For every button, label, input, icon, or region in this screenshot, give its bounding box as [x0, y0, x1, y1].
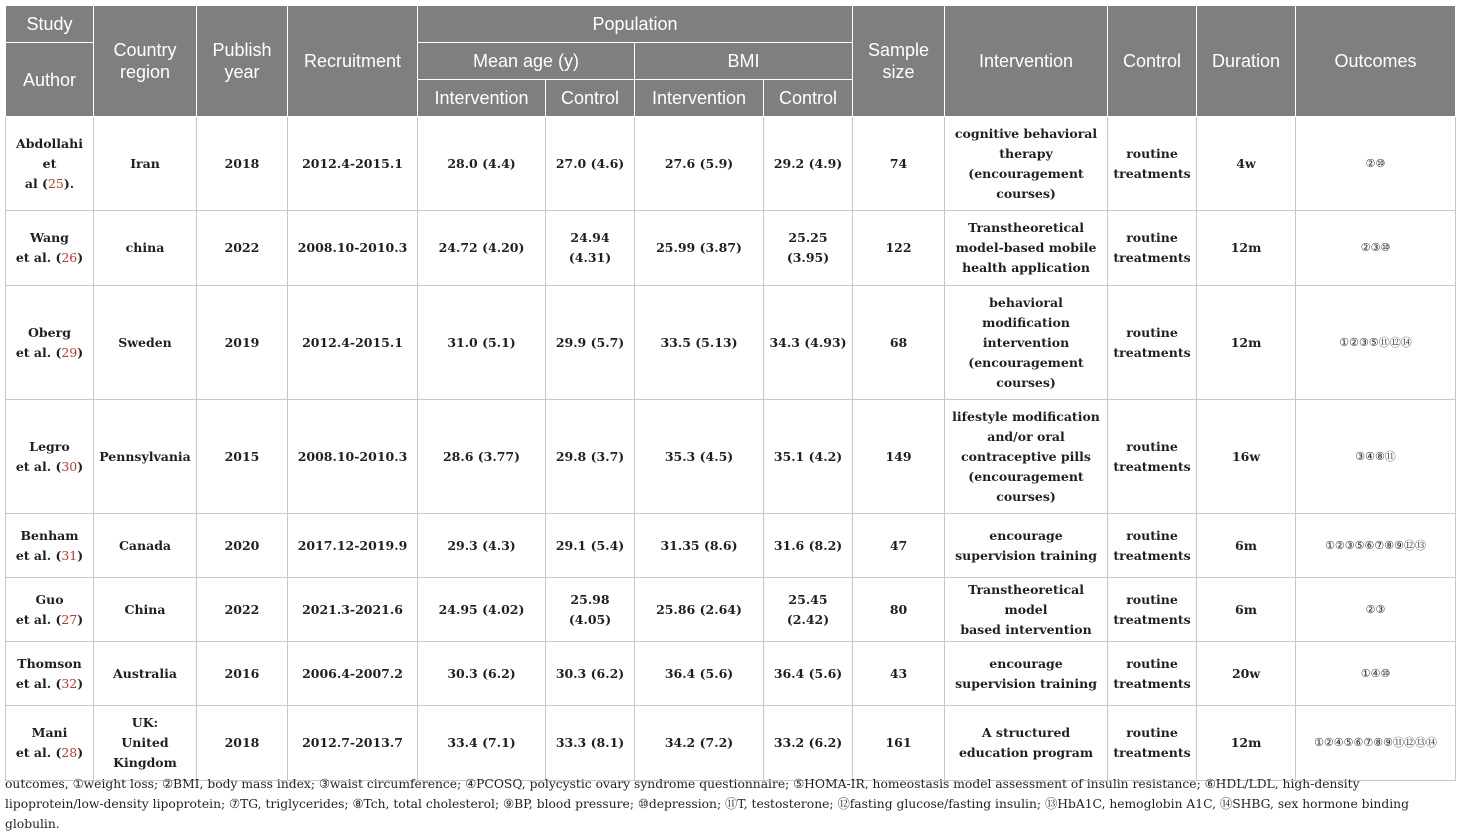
outcomes-cell: ③④⑧⑪	[1296, 400, 1456, 514]
mean-age-intervention-cell: 30.3 (6.2)	[418, 642, 546, 706]
recruitment-cell: 2017.12-2019.9	[288, 514, 418, 578]
header-mean-age: Mean age (y)	[418, 43, 635, 80]
intervention-cell: Transtheoretical model based intervention	[945, 578, 1108, 642]
author-suffix: )	[77, 675, 84, 691]
sample-size-cell: 74	[853, 117, 945, 211]
outcomes-cell: ②⑩	[1296, 117, 1456, 211]
outcomes-cell: ①④⑩	[1296, 642, 1456, 706]
table-header	[6, 6, 1456, 117]
duration-cell: 6m	[1197, 514, 1296, 578]
bmi-control-cell: 34.3 (4.93)	[764, 286, 853, 400]
header-recruitment: Recruitment	[288, 6, 418, 117]
reference-link[interactable]: 26	[61, 250, 78, 265]
control-cell: routine treatments	[1108, 706, 1197, 781]
duration-cell: 12m	[1197, 211, 1296, 286]
author-cell	[6, 286, 94, 400]
reference-link[interactable]: 25	[47, 175, 64, 191]
author-cell	[6, 578, 94, 642]
author-suffix: )	[77, 547, 84, 563]
sample-size-cell: 47	[853, 514, 945, 578]
bmi-control-cell: 25.25 (3.95)	[764, 211, 853, 286]
duration-cell: 6m	[1197, 578, 1296, 642]
mean-age-intervention-cell: 29.3 (4.3)	[418, 514, 546, 578]
author-name: Oberg et al. (	[15, 324, 71, 360]
publish-year-cell: 2018	[197, 706, 288, 781]
duration-cell: 12m	[1197, 286, 1296, 400]
table-row	[6, 211, 1456, 286]
reference-link[interactable]: 27	[61, 611, 78, 627]
reference-link[interactable]: 29	[61, 344, 78, 360]
table-row	[6, 642, 1456, 706]
publish-year-cell: 2019	[197, 286, 288, 400]
author-name: Abdollahi et al (	[16, 135, 83, 191]
country-cell: Canada	[94, 514, 197, 578]
mean-age-control-cell: 29.1 (5.4)	[546, 514, 635, 578]
bmi-control-cell: 25.45 (2.42)	[764, 578, 853, 642]
country-cell: China	[94, 578, 197, 642]
intervention-cell: encourage supervision training	[945, 642, 1108, 706]
control-cell: routine treatments	[1108, 286, 1197, 400]
table-body	[6, 117, 1456, 781]
header-control: Control	[1108, 6, 1197, 117]
author-suffix: )	[77, 611, 84, 627]
bmi-intervention-cell: 25.86 (2.64)	[635, 578, 764, 642]
country-cell: Pennsylvania	[94, 400, 197, 514]
recruitment-cell: 2008.10-2010.3	[288, 400, 418, 514]
mean-age-control-cell: 29.8 (3.7)	[546, 400, 635, 514]
intervention-cell: behavioral modification intervention (encouragement courses)	[945, 286, 1108, 400]
author-suffix: )	[77, 344, 84, 360]
sample-size-cell: 43	[853, 642, 945, 706]
bmi-intervention-cell: 25.99 (3.87)	[635, 211, 764, 286]
sample-size-cell: 161	[853, 706, 945, 781]
author-cell	[6, 514, 94, 578]
publish-year-cell: 2016	[197, 642, 288, 706]
author-suffix: )	[77, 458, 84, 474]
mean-age-control-cell: 27.0 (4.6)	[546, 117, 635, 211]
publish-year-cell: 2020	[197, 514, 288, 578]
recruitment-cell: 2008.10-2010.3	[288, 211, 418, 286]
author-cell	[6, 117, 94, 211]
header-intervention: Intervention	[945, 6, 1108, 117]
author-suffix: )	[77, 250, 84, 265]
bmi-control-cell: 31.6 (8.2)	[764, 514, 853, 578]
intervention-cell: A structured education program	[945, 706, 1108, 781]
mean-age-control-cell: 24.94 (4.31)	[546, 211, 635, 286]
sample-size-cell: 68	[853, 286, 945, 400]
reference-link[interactable]: 30	[61, 458, 78, 474]
control-cell: routine treatments	[1108, 211, 1197, 286]
mean-age-intervention-cell: 24.72 (4.20)	[418, 211, 546, 286]
country-cell: Iran	[94, 117, 197, 211]
header-sample-size: Sample size	[853, 6, 945, 117]
sample-size-cell: 122	[853, 211, 945, 286]
recruitment-cell: 2012.4-2015.1	[288, 117, 418, 211]
recruitment-cell: 2012.7-2013.7	[288, 706, 418, 781]
intervention-cell: Transtheoretical model-based mobile health application	[945, 211, 1108, 286]
bmi-intervention-cell: 34.2 (7.2)	[635, 706, 764, 781]
mean-age-intervention-cell: 28.0 (4.4)	[418, 117, 546, 211]
outcomes-cell: ②③⑩	[1296, 211, 1456, 286]
duration-cell: 12m	[1197, 706, 1296, 781]
header-population: Population	[418, 6, 853, 43]
author-cell	[6, 211, 94, 286]
author-cell	[6, 642, 94, 706]
duration-cell: 4w	[1197, 117, 1296, 211]
reference-link[interactable]: 28	[61, 745, 78, 760]
bmi-intervention-cell: 36.4 (5.6)	[635, 642, 764, 706]
recruitment-cell: 2021.3-2021.6	[288, 578, 418, 642]
header-study: Study	[6, 6, 94, 43]
country-cell: china	[94, 211, 197, 286]
publish-year-cell: 2022	[197, 578, 288, 642]
author-name: Mani et al. (	[15, 725, 68, 760]
author-name: Wang et al. (	[15, 230, 69, 265]
header-bmi-intervention: Intervention	[635, 80, 764, 117]
bmi-intervention-cell: 27.6 (5.9)	[635, 117, 764, 211]
control-cell: routine treatments	[1108, 578, 1197, 642]
mean-age-intervention-cell: 28.6 (3.77)	[418, 400, 546, 514]
country-cell: Australia	[94, 642, 197, 706]
outcomes-cell: ①②③⑤⑥⑦⑧⑨⑫⑬	[1296, 514, 1456, 578]
author-cell	[6, 400, 94, 514]
table-row	[6, 514, 1456, 578]
mean-age-intervention-cell: 33.4 (7.1)	[418, 706, 546, 781]
duration-cell: 20w	[1197, 642, 1296, 706]
table-row	[6, 706, 1456, 781]
header-publish-year: Publish year	[197, 6, 288, 117]
study-characteristics-table	[5, 5, 1456, 781]
author-suffix: ).	[63, 175, 75, 191]
recruitment-cell: 2006.4-2007.2	[288, 642, 418, 706]
intervention-cell: lifestyle modification and/or oral contraceptive pills (encouragement courses)	[945, 400, 1108, 514]
header-author: Author	[6, 43, 94, 117]
header-country: Country region	[94, 6, 197, 117]
header-duration: Duration	[1197, 6, 1296, 117]
mean-age-control-cell: 33.3 (8.1)	[546, 706, 635, 781]
outcomes-cell: ①②③⑤⑪⑫⑭	[1296, 286, 1456, 400]
publish-year-cell: 2015	[197, 400, 288, 514]
country-cell: Sweden	[94, 286, 197, 400]
mean-age-control-cell: 29.9 (5.7)	[546, 286, 635, 400]
bmi-intervention-cell: 35.3 (4.5)	[635, 400, 764, 514]
table-row	[6, 286, 1456, 400]
country-cell: UK: United Kingdom	[94, 706, 197, 781]
table-row	[6, 400, 1456, 514]
control-cell: routine treatments	[1108, 514, 1197, 578]
author-suffix: )	[77, 745, 84, 760]
bmi-intervention-cell: 31.35 (8.6)	[635, 514, 764, 578]
intervention-cell: encourage supervision training	[945, 514, 1108, 578]
header-age-intervention: Intervention	[418, 80, 546, 117]
outcomes-cell: ①②④⑤⑥⑦⑧⑨⑪⑫⑬⑭	[1296, 706, 1456, 781]
mean-age-intervention-cell: 31.0 (5.1)	[418, 286, 546, 400]
bmi-control-cell: 35.1 (4.2)	[764, 400, 853, 514]
table-row	[6, 117, 1456, 211]
bmi-control-cell: 29.2 (4.9)	[764, 117, 853, 211]
table-footnote: outcomes, ①weight loss; ②BMI, body mass index; ③waist circumference; ④PCOSQ, polycystic ovary syndrome questionnaire; ⑤HOMA-IR, homeostasis model assessment of insulin resistance; ⑥HDL/LDL, high-density lipoprotein/low-density lipoprotein; ⑦TG, triglycerides; ⑧Tch, total cholesterol; ⑨BP, blood pressure; ⑩depression; ⑪T, testosterone; ⑫fasting glucose/fasting insulin; ⑬HbA1C, hemoglobin A1C, ⑭SHBG, sex hormone binding globulin.	[5, 777, 1409, 831]
bmi-control-cell: 36.4 (5.6)	[764, 642, 853, 706]
publish-year-cell: 2018	[197, 117, 288, 211]
bmi-intervention-cell: 33.5 (5.13)	[635, 286, 764, 400]
duration-cell: 16w	[1197, 400, 1296, 514]
mean-age-control-cell: 25.98 (4.05)	[546, 578, 635, 642]
author-name: Benham et al. (	[15, 527, 79, 563]
header-outcomes: Outcomes	[1296, 6, 1456, 117]
publish-year-cell: 2022	[197, 211, 288, 286]
intervention-cell: cognitive behavioral therapy (encouragement courses)	[945, 117, 1108, 211]
sample-size-cell: 80	[853, 578, 945, 642]
recruitment-cell: 2012.4-2015.1	[288, 286, 418, 400]
author-name: Guo et al. (	[15, 591, 64, 627]
author-name: Thomson et al. (	[15, 655, 82, 691]
control-cell: routine treatments	[1108, 642, 1197, 706]
header-age-control: Control	[546, 80, 635, 117]
bmi-control-cell: 33.2 (6.2)	[764, 706, 853, 781]
mean-age-control-cell: 30.3 (6.2)	[546, 642, 635, 706]
reference-link[interactable]: 31	[61, 547, 78, 563]
table-row	[6, 578, 1456, 642]
sample-size-cell: 149	[853, 400, 945, 514]
outcomes-cell: ②③	[1296, 578, 1456, 642]
author-cell	[6, 706, 94, 781]
control-cell: routine treatments	[1108, 400, 1197, 514]
header-bmi: BMI	[635, 43, 853, 80]
header-bmi-control: Control	[764, 80, 853, 117]
mean-age-intervention-cell: 24.95 (4.02)	[418, 578, 546, 642]
reference-link[interactable]: 32	[61, 675, 78, 691]
author-name: Legro et al. (	[15, 438, 70, 474]
control-cell: routine treatments	[1108, 117, 1197, 211]
